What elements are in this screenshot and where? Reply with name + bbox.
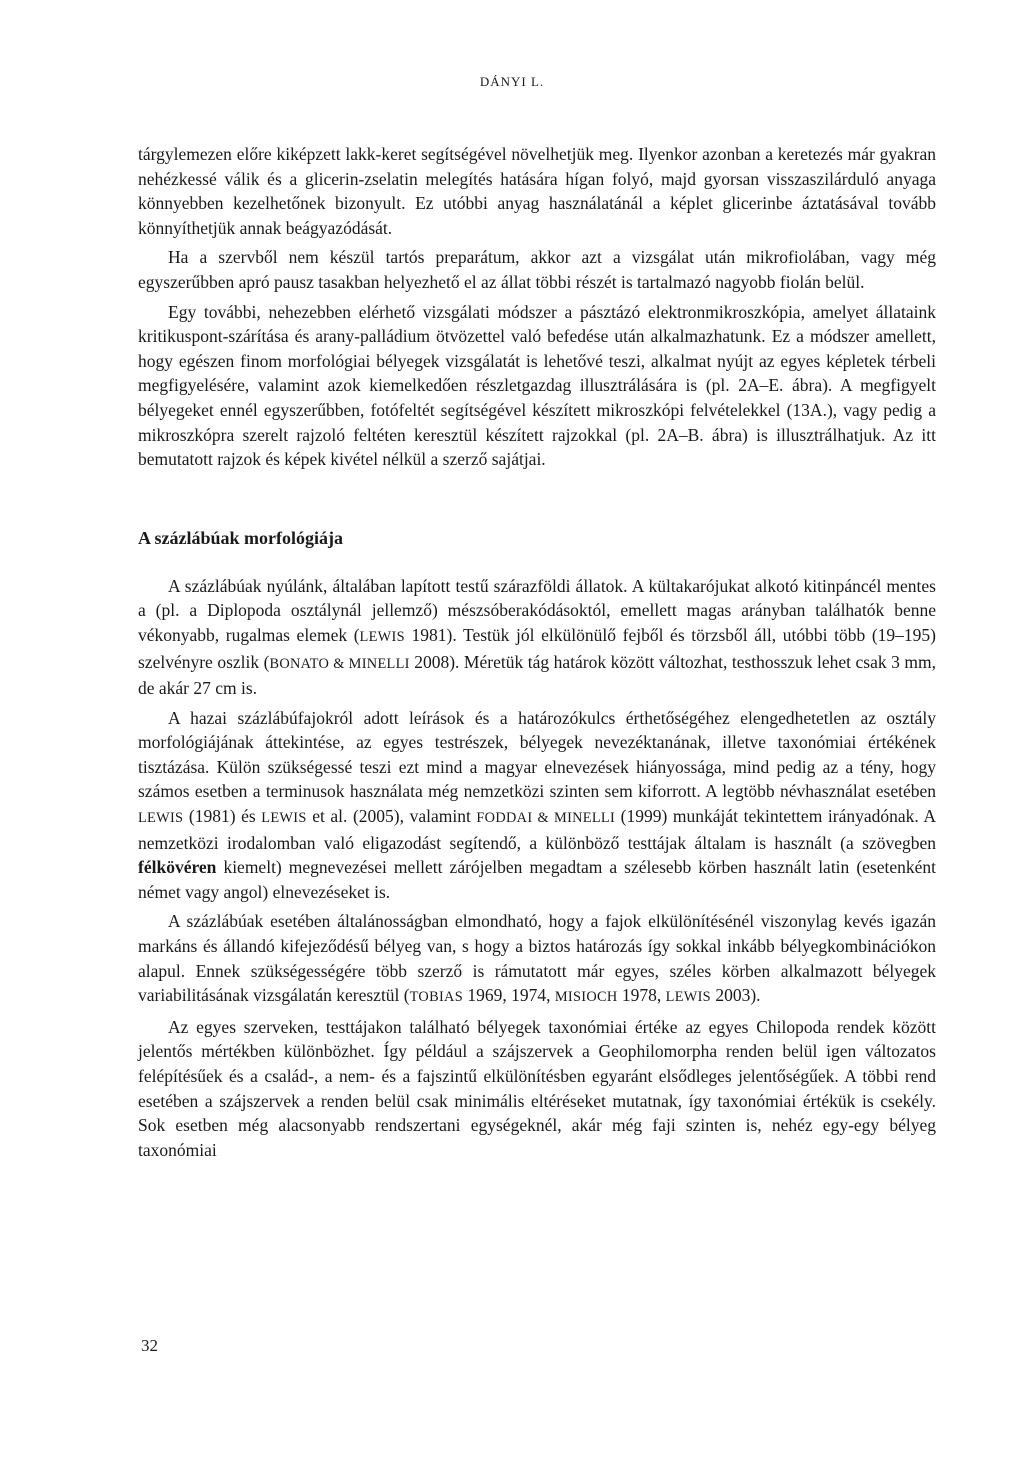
section-paragraph-3 [138,909,936,1009]
text-run: 2003). [710,985,761,1006]
section-paragraph-1 [138,574,936,701]
citation-author: BONATO & MINELLI [269,655,410,672]
text-run: et al. (2005), valamint [306,806,477,827]
text-run: A százlábúak nyúlánk, általában lapított testű szárazföldi állatok. A kültakarójukat alkotó kitinpáncél mentes a (pl. a Diplopoda osztálynál jellemző) mészsóberakódásoktól, emellett magas arányban találhatók benne vékonyabb, rugalmas elemek ( [138,575,936,645]
section-paragraph-4: Az egyes szerveken, testtájakon található bélyegek taxonómiai értéke az egyes Chilopoda rendek között jelentős mértékben különbözhet. Így például a szájszervek a Geophilomorpha renden belül igen változatos felépítésűek és a család-, a nem- és a fajszintű elkülönítésben egyaránt elsődleges jelentőségűek. A többi rend esetében a szájszervek a renden belül csak minimális eltéréseket mutatnak, így taxonómiai értékük is csekély. Sok esetben még alacsonyabb rendszertani egységeknél, akár még faji szinten is, nehéz egy-egy bélyeg taxonómiai [138,1016,936,1160]
section-heading: A százlábúak morfológiája [138,527,343,548]
text-run: 2008). Méretük tág határok között változhat, testhosszuk lehet csak 3 mm, de akár 27 cm is. [138,651,936,699]
bold-term: félkövéren [138,857,217,878]
citation-author: LEWIS [665,989,711,1006]
citation-author: TOBIAS [409,989,463,1006]
text-run: (1999) munkáját tekintettem irányadónak. A nemzetközi irodalomban való eligazodást segítendő, a különböző testtájak általam is használt (a szövegben [138,806,936,853]
citation-author: LEWIS [359,628,405,645]
text-run: 1978, [617,985,666,1006]
text-run: A hazai százlábúfajokról adott leírások és a határozókulcs érthetőségéhez elengedhetetlen az osztály morfológiájának áttekintése, az egyes testrészek, bélyegek nevezéktanának, illetve taxonómiai értékének tisztázása. Külön szükségessé teszi ezt mind a magyar elnevezések hiányossága, mind pedig az a tény, hogy számos esetben a terminusok használata még nemzetközi szinten sem kiforrott. A legtöbb névhasználat esetében [138,707,936,802]
citation-author: FODDAI & MINELLI [476,810,616,827]
text-run: kiemelt) megnevezései mellett zárójelben megadtam a szélesebb körben használt latin (esetenként német vagy angol) elnevezéseket is. [138,857,936,902]
citation-author: LEWIS [138,810,184,827]
running-head: DÁNYI L. [479,74,545,89]
page-number: 32 [141,1336,158,1355]
citation-author: LEWIS [261,810,307,827]
paragraph-3: Egy további, nehezebben elérhető vizsgálati módszer a pásztázó elektronmikroszkópia, amelyet állataink kritikuspont-szárítása és arany-palládium ötvözettel való befedése után alkalmazhatunk. Ez a módszer amellett, hogy egészen finom morfológiai bélyegek vizsgálatát is lehetővé teszi, alkalmat nyújt az egyes képletek térbeli megfigyelésére, valamint azok kiemelkedően részletgazdag illusztrálására is (pl. 2A–E. ábra). A megfigyelt bélyegeket ennél egyszerűbben, fotófeltét segítségével készített mikroszkópi felvételekkel (13A.), vagy pedig a mikroszkópra szerelt rajzoló feltéten keresztül készített rajzokkal (pl. 2A–B. ábra) is illusztrálhatjuk. Az itt bemutatott rajzok és képek kivétel nélkül a szerző sajátjai. [138,301,936,470]
citation-author: MISIOCH [554,989,618,1006]
page-body [138,142,936,1162]
paragraph-1: tárgylemezen előre kiképzett lakk-keret segítségével növelhetjük meg. Ilyenkor azonban a keretezés már gyakran nehézkessé válik és a glicerin-zselatin melegítés hatására hígan folyó, majd gyorsan visszaszilárduló anyaga könnyebben kezelhetőnek bizonyult. Ez utóbbi anyag használatánál a képlet glicerinbe áztatásával tovább könnyíthetjük annak beágyazódását. [138,144,936,238]
text-run: 1969, 1974, [462,985,555,1006]
text-run: A százlábúak esetében általánosságban elmondható, hogy a fajok elkülönítésénél viszonylag kevés igazán markáns és állandó kifejeződésű bélyeg van, s hogy a biztos határozás így sokkal inkább bélyegkombinációkon alapul. Ennek szükségességére több szerző is rámutatott már egyes, széles körben alkalmazott bélyegek variabilitásának vizsgálatán keresztül ( [138,911,936,1006]
text-run: 1981). Testük jól elkülönülő fejből és törzsből áll, utóbbi több (19–195) szelvényre oszlik ( [138,624,936,672]
paragraph-2: Ha a szervből nem készül tartós preparátum, akkor azt a vizsgálat után mikrofiolában, vagy még egyszerűbben apró pausz tasakban helyezhető el az állat többi részét is tartalmazó nagyobb fiolán belül. [138,247,936,292]
section-paragraph-2 [138,706,936,905]
text-run: (1981) és [183,806,262,827]
